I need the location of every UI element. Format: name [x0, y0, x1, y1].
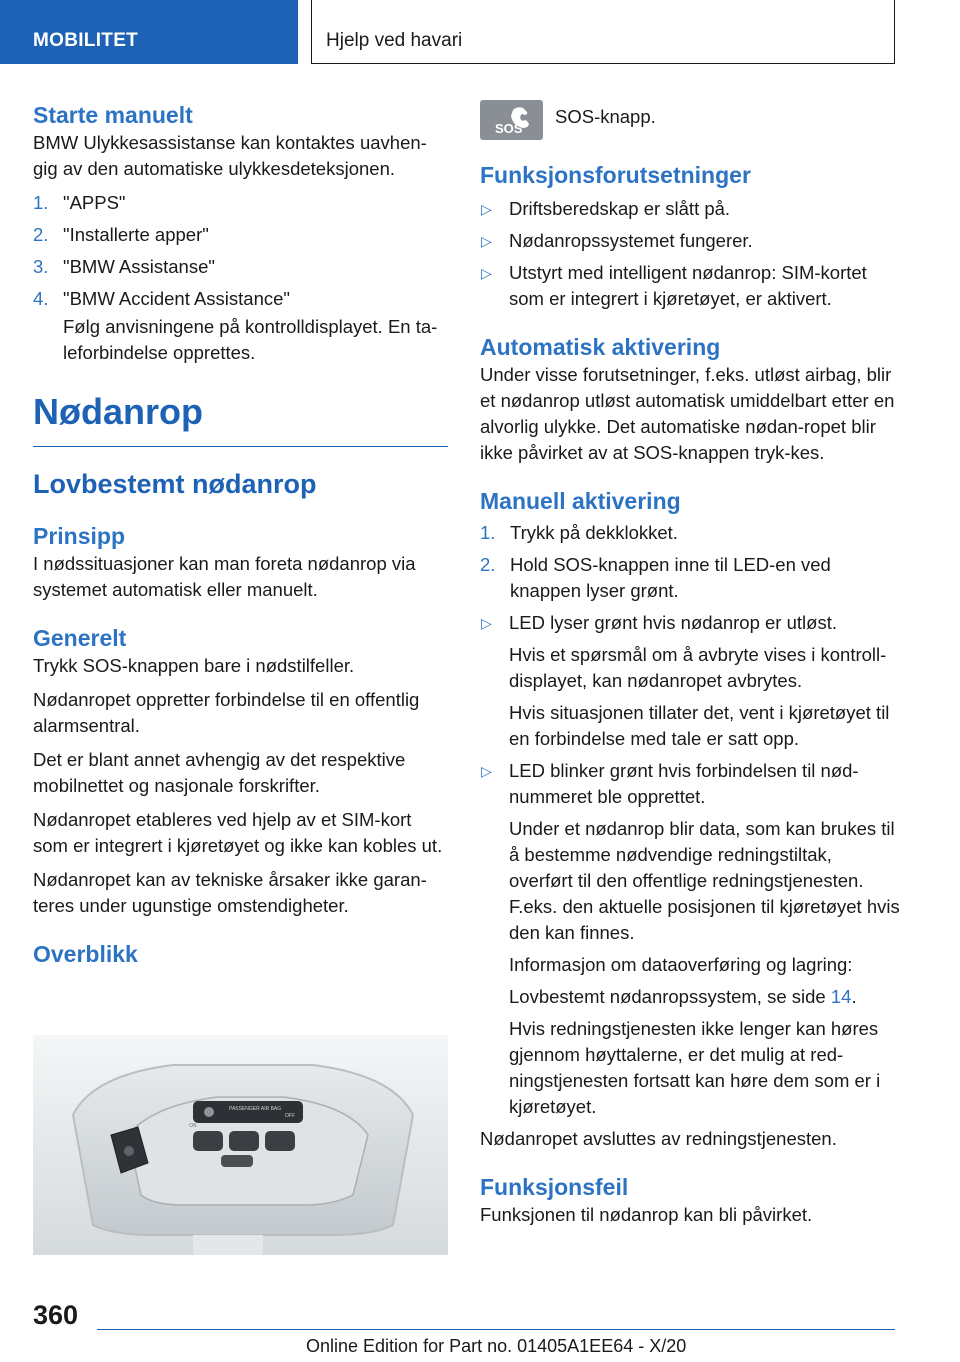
automatic-text: Under visse forutsetninger, f.eks. utløst airbag, blir et nødanrop utløst automatisk umiddelbart etter en alvorlig ulykke. Det automatiske nødan-ropet blir ikke påvirket av at SOS-knappen tryk-kes.	[480, 364, 895, 463]
list-item: ▷ LED blinker grønt hvis forbindelsen til nød-nummeret ble opprettet. Under et nødanrop blir data, som kan brukes til å bestemme nødvendige redningstiltak, overført til den offentlige redningstjenesten. F.eks. den aktuelle posisjonen til kjøretøyet hvis den kan finnes. Informasjon om dataoverføring og lagring: Lovbestemt nødanropssystem, se side 14. Hvis redningstjenesten ikke lenger kan høres gjennom høyttalerne, er det mulig at red-ningstjenesten fortsatt kan høre dem som er i kjøretøyet.	[480, 758, 900, 1120]
edition-text: Online Edition for Part no. 01405A1EE64 - X/20	[306, 1336, 687, 1356]
list-item: ▷ LED lyser grønt hvis nødanrop er utløst. Hvis et spørsmål om å avbryte vises i kontroll-displayet, kan nødanropet avbrytes. Hvis situasjonen tillater det, vent i kjøretøyet til en forbindelse med tale er satt opp.	[480, 610, 900, 752]
malfunction-text: Funksjonen til nødanrop kan bli påvirket.	[480, 1204, 813, 1225]
chapter-title: Hjelp ved havari	[326, 30, 463, 51]
list-item: 2. "Installerte apper"	[33, 224, 209, 245]
general-heading: Generelt	[33, 625, 127, 651]
malfunction-heading: Funksjonsfeil	[480, 1174, 629, 1200]
bullet-note: Hvis et spørsmål om å avbryte vises i kontroll-displayet, kan nødanropet avbrytes.	[509, 644, 887, 691]
general-paragraph: Trykk SOS-knappen bare i nødstilfeller.	[33, 655, 355, 676]
chapter-tab	[311, 0, 895, 64]
prerequisites-list	[480, 196, 900, 312]
bullet-note: Under et nødanrop blir data, som kan brukes til å bestemme nødvendige redningstiltak, overført til den offentlige redningstjenesten. F.eks. den aktuelle posisjonen til kjøretøyet hvis den kan finnes.	[509, 818, 900, 943]
manual-heading: Manuell aktivering	[480, 488, 681, 514]
triangle-bullet-icon: ▷	[481, 201, 492, 217]
general-paragraph: Nødanropet kan av tekniske årsaker ikke garan-teres under ugunstige omstendigheter.	[33, 869, 427, 916]
sos-icon	[480, 100, 543, 140]
triangle-bullet-icon: ▷	[481, 265, 492, 281]
sos-icon-label: SOS	[494, 121, 522, 136]
list-item: 2. Hold SOS-knappen inne til LED-en ved knappen lyser grønt.	[480, 554, 831, 601]
list-item: 3. "BMW Assistanse"	[33, 256, 215, 277]
sos-button-row	[480, 100, 900, 140]
roof-console-illustration	[33, 1035, 448, 1255]
footer-divider	[97, 1329, 895, 1330]
sos-caption: SOS-knapp.	[555, 106, 656, 127]
airbag-on-label: ON	[189, 1123, 197, 1129]
right-column	[480, 100, 900, 1228]
left-column	[33, 100, 448, 969]
section-heading: Lovbestemt nødanrop	[33, 469, 317, 499]
prerequisites-heading: Funksjonsforutsetninger	[480, 162, 751, 188]
triangle-bullet-icon: ▷	[481, 763, 492, 779]
page-link[interactable]: 14	[830, 986, 852, 1007]
principle-heading: Prinsipp	[33, 523, 126, 549]
automatic-heading: Automatisk aktivering	[480, 334, 721, 360]
list-item: 4. "BMW Accident Assistance"	[33, 288, 290, 309]
manual-status-list	[480, 610, 900, 1120]
general-paragraph: Nødanropet oppretter forbindelse til en offentlig alarmsentral.	[33, 689, 420, 736]
overview-heading: Overblikk	[33, 941, 138, 967]
section-tab	[0, 0, 298, 64]
triangle-bullet-icon: ▷	[481, 233, 492, 249]
triangle-bullet-icon: ▷	[481, 615, 492, 631]
list-item: ▷ Utstyrt med intelligent nødanrop: SIM-kortet som er integrert i kjøretøyet, er aktivert.	[481, 262, 867, 309]
overview-illustration	[33, 1035, 448, 1255]
principle-text: I nødssituasjoner kan man foreta nødanrop via systemet automatisk eller manuelt.	[33, 553, 416, 600]
list-item: 1. Trykk på dekklokket.	[480, 522, 678, 543]
bullet-note: Hvis redningstjenesten ikke lenger kan høres gjennom høyttalerne, er det mulig at red-ningstjenesten fortsatt kan høre dem som er i kjøretøyet.	[509, 1018, 881, 1117]
list-item: ▷ Driftsberedskap er slått på.	[480, 196, 900, 222]
airbag-off-label: OFF	[285, 1113, 295, 1119]
manual-start-intro: BMW Ulykkesassistanse kan kontaktes uavhen-gig av den automatiske ulykkesdeteksjonen.	[33, 132, 427, 179]
airbag-label: PASSENGER AIR BAG	[229, 1106, 282, 1112]
cross-reference: Lovbestemt nødanropssystem, se side 14.	[509, 986, 857, 1007]
manual-closing: Nødanropet avsluttes av redningstjenesten.	[480, 1128, 837, 1149]
manual-steps	[480, 520, 900, 604]
list-item: ▷ Nødanropssystemet fungerer.	[480, 228, 900, 254]
general-paragraph: Nødanropet etableres ved hjelp av et SIM-kort som er integrert i kjøretøyet og ikke kan kobles ut.	[33, 809, 443, 856]
manual-start-steps	[33, 190, 448, 312]
phone-icon	[124, 1146, 134, 1156]
bullet-note: Informasjon om dataoverføring og lagring:	[509, 954, 853, 975]
chapter-heading: Nødanrop	[33, 390, 448, 447]
list-item: 1. "APPS"	[33, 192, 126, 213]
section-title: MOBILITET	[33, 30, 139, 51]
manual-start-heading: Starte manuelt	[33, 102, 193, 128]
airbag-icon	[204, 1107, 214, 1117]
bullet-note: Hvis situasjonen tillater det, vent i kjøretøyet til en forbindelse med tale er satt opp.	[509, 702, 890, 749]
manual-start-note: Følg anvisningene på kontrolldisplayet. En ta-leforbindelse opprettes.	[63, 316, 438, 363]
page-number: 360	[33, 1300, 79, 1330]
general-paragraph: Det er blant annet avhengig av det respektive mobilnettet og nasjonale forskrifter.	[33, 749, 406, 796]
